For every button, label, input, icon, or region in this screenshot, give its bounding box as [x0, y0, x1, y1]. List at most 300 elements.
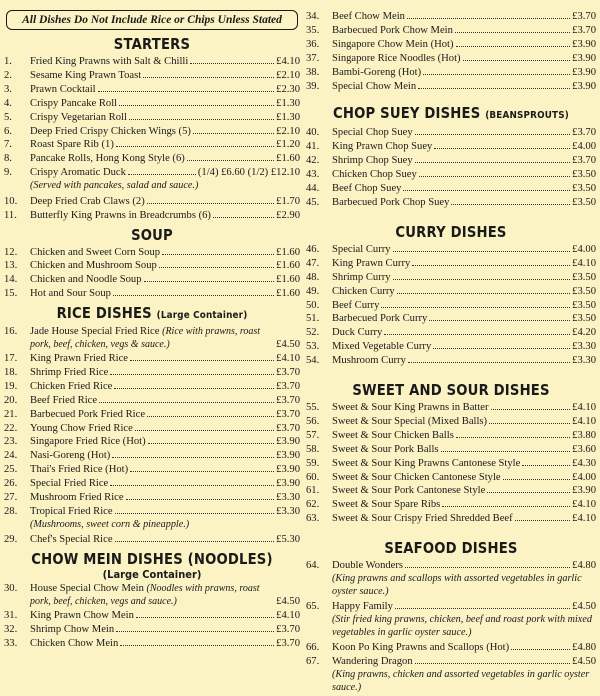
dot-leader: [434, 140, 570, 149]
rice-heading-subtitle: (Large Container): [156, 310, 248, 322]
dot-leader: [130, 352, 274, 361]
menu-item-row: [306, 415, 596, 429]
item-number: 4.: [4, 97, 12, 109]
special-item-row: [4, 326, 300, 352]
menu-item-row: [306, 457, 596, 471]
item-name: Barbecued Pork Chop Suey: [332, 196, 450, 208]
menu-item-row: [306, 126, 596, 140]
curry-list: [306, 243, 596, 368]
menu-item-row: [4, 408, 300, 422]
menu-item-row: [306, 38, 596, 52]
rice-list: [4, 352, 300, 547]
dot-leader: [130, 463, 274, 472]
item-name: Koon Po King Prawns and Scallops (Hot): [332, 642, 510, 654]
item-number: 5.: [4, 111, 12, 123]
item-price: £3.70: [572, 24, 596, 36]
item-number: 9.: [4, 167, 12, 179]
dot-leader: [144, 273, 275, 282]
menu-item-row: [306, 641, 596, 655]
rice-special: [4, 326, 300, 352]
menu-item-row: [306, 140, 596, 154]
item-name: King Prawn Fried Rice: [30, 353, 128, 364]
menu-item-row: [306, 471, 596, 485]
dot-leader: [433, 340, 570, 349]
menu-item-row: [306, 80, 596, 94]
menu-item-row: [306, 326, 596, 340]
menu-item-row: [4, 97, 300, 111]
item-number: 39.: [306, 80, 320, 92]
item-price: £2.10: [276, 69, 300, 81]
menu-item-row: [306, 559, 596, 573]
item-price: £3.90: [572, 485, 596, 497]
item-price: £3.50: [572, 285, 596, 297]
dot-leader: [384, 326, 570, 335]
item-name: Thai's Fried Rice (Hot): [30, 464, 129, 476]
dot-leader: [120, 637, 274, 646]
dot-leader: [393, 271, 571, 280]
item-price: £4.50: [276, 596, 300, 608]
seafood-list: [306, 559, 596, 694]
item-name: Sweet & Sour Special (Mixed Balls): [332, 415, 488, 427]
item-name: Young Chow Fried Rice: [30, 422, 133, 434]
menu-item-row: [306, 443, 596, 457]
item-number: 38.: [306, 66, 320, 78]
dot-leader: [99, 394, 274, 403]
dot-leader: [213, 209, 274, 218]
item-price: £3.80: [572, 429, 596, 441]
item-name: Beef Fried Rice: [30, 394, 98, 406]
menu-item-row: [4, 287, 300, 301]
item-price: £2.10: [276, 125, 300, 137]
special-item-row: [4, 583, 300, 609]
menu-item-row: [306, 498, 596, 512]
menu-item-row: [306, 182, 596, 196]
item-price: £1.60: [276, 246, 300, 258]
menu-item-row: [4, 246, 300, 260]
item-name: House Special Chow Mein: [30, 583, 144, 595]
menu-item-row: [306, 24, 596, 38]
menu-item-row: [4, 83, 300, 97]
item-number: 59.: [306, 457, 320, 469]
item-note: (Stir fried king prawns, chicken, beef and roast pork with mixed vegetables in garlic oyster sauce.): [332, 614, 592, 638]
item-number: 8.: [4, 153, 12, 165]
item-name: Mushroom Curry: [332, 355, 406, 367]
dot-leader: [193, 125, 274, 134]
item-name: Sweet & Sour King Prawns Cantonese Style: [332, 457, 521, 469]
menu-item-row: [4, 623, 300, 637]
dot-leader: [98, 83, 275, 92]
item-name: Chicken Chow Mein: [30, 638, 119, 649]
item-number: 31.: [4, 610, 18, 622]
item-number: 26.: [4, 478, 18, 490]
item-number: 25.: [4, 464, 18, 476]
item-note: (King prawns, chicken and assorted vegetables in garlic oyster sauce.): [332, 669, 590, 693]
item-number: 48.: [306, 271, 320, 283]
item-price: £4.10: [572, 402, 596, 414]
item-price: £1.70: [276, 195, 300, 207]
item-number: 53.: [306, 341, 320, 353]
item-name: Deep Fried Crab Claws (2): [30, 195, 145, 207]
item-number: 65.: [306, 601, 320, 613]
item-number: 37.: [306, 52, 320, 64]
item-number: 41.: [306, 141, 320, 153]
dot-leader: [522, 457, 570, 466]
dot-leader: [407, 10, 570, 19]
item-number: 12.: [4, 246, 18, 258]
item-price: £3.30: [276, 492, 300, 504]
menu-item-row: [306, 512, 596, 526]
item-price: £5.30: [276, 534, 300, 546]
item-price: £1.60: [276, 153, 300, 165]
chowmein-heading: CHOW MEIN DISHES (NOODLES): [31, 550, 273, 569]
item-number: 45.: [306, 196, 320, 208]
right-column: [306, 0, 596, 696]
item-price: £3.30: [572, 355, 596, 367]
item-price: £3.70: [572, 155, 596, 167]
item-number: 33.: [4, 638, 18, 649]
chopsuey-list: [306, 126, 596, 209]
item-name: Happy Family: [332, 601, 393, 613]
item-price: £3.90: [572, 80, 596, 92]
item-price: £3.90: [572, 52, 596, 64]
menu-item-row: [306, 10, 596, 24]
menu-item-row: [4, 195, 300, 209]
item-number: 55.: [306, 402, 320, 414]
item-number: 15.: [4, 288, 18, 300]
menu-item-row: [4, 55, 300, 69]
item-number: 35.: [306, 24, 320, 36]
menu-item-row: [4, 166, 300, 180]
dot-leader: [395, 600, 570, 609]
item-number: 47.: [306, 257, 320, 269]
item-number: 22.: [4, 422, 18, 434]
item-name: Sesame King Prawn Toast: [30, 69, 142, 81]
item-price: £3.50: [572, 183, 596, 195]
item-price: £4.50: [572, 656, 596, 668]
item-price: £3.50: [572, 299, 596, 311]
item-number: 17.: [4, 353, 18, 364]
item-name: Singapore Chow Mein (Hot): [332, 38, 454, 50]
item-number: 19.: [4, 380, 18, 392]
item-name: Beef Curry: [332, 299, 380, 311]
chopsuey-heading: [323, 105, 578, 124]
menu-item-row: [306, 312, 596, 326]
dot-leader: [147, 408, 274, 417]
item-number: 44.: [306, 183, 320, 195]
item-price: £3.30: [276, 505, 300, 517]
menu-item-row: [4, 491, 300, 505]
sweetsour-heading: SWEET AND SOUR DISHES: [352, 381, 550, 400]
rice-heading-title: RICE DISHES: [56, 304, 152, 323]
item-name: Mushroom Fried Rice: [30, 492, 124, 504]
special-item-text: [30, 583, 272, 609]
dot-leader: [405, 559, 570, 568]
dot-leader: [119, 97, 274, 106]
dot-leader: [162, 246, 274, 255]
item-name: Shrimp Fried Rice: [30, 366, 109, 378]
dot-leader: [110, 366, 274, 375]
menu-item-row: [4, 435, 300, 449]
dot-leader: [393, 243, 571, 252]
item-number: 57.: [306, 429, 320, 441]
item-price: £4.00: [572, 471, 596, 483]
item-number: 6.: [4, 125, 12, 137]
item-name: Nasi-Goreng (Hot): [30, 450, 111, 462]
item-number: 50.: [306, 299, 320, 311]
special-item-text: [30, 326, 272, 352]
menu-item-row: [306, 66, 596, 80]
item-name: Singapore Fried Rice (Hot): [30, 436, 146, 448]
dot-leader: [112, 449, 274, 458]
item-name: Special Curry: [332, 243, 391, 255]
item-price: £3.70: [276, 422, 300, 434]
item-name: Shrimp Curry: [332, 271, 391, 283]
item-name: Barbecued Pork Fried Rice: [30, 408, 146, 420]
dot-leader: [408, 354, 570, 363]
menu-item-row: [306, 168, 596, 182]
item-name: Sweet & Sour Pork Balls: [332, 443, 439, 455]
chowmein-cont-list: [306, 10, 596, 93]
dot-leader: [423, 66, 570, 75]
menu-item-row: [4, 209, 300, 223]
dot-leader: [187, 152, 274, 161]
item-name: Pancake Rolls, Hong Kong Style (6): [30, 153, 185, 165]
menu-item-row: [4, 380, 300, 394]
item-name: Sweet & Sour King Prawns in Batter: [332, 402, 489, 414]
left-column: [4, 0, 300, 651]
menu-item-row: [4, 394, 300, 408]
dot-leader: [116, 138, 274, 147]
menu-item-row: [4, 505, 300, 519]
menu-item-row: [306, 655, 596, 669]
item-description: (Rice with prawns, roast pork, beef, chicken, vegs & sauce.): [30, 326, 261, 351]
item-name: King Prawn Chow Mein: [30, 610, 134, 622]
item-name: Sweet & Sour Crispy Fried Shredded Beef: [332, 513, 513, 525]
item-number: 11.: [4, 209, 17, 221]
dot-leader: [114, 380, 274, 389]
dot-leader: [143, 69, 274, 78]
item-name: Jade House Special Fried Rice: [30, 326, 160, 338]
curry-heading: CURRY DISHES: [395, 222, 507, 241]
dot-leader: [489, 415, 570, 424]
soup-heading: SOUP: [131, 225, 173, 244]
menu-item-row: [306, 196, 596, 210]
dot-leader: [397, 285, 570, 294]
dot-leader: [113, 287, 274, 296]
menu-item-row: [4, 449, 300, 463]
menu-item-row: [4, 273, 300, 287]
notice-banner: All Dishes Do Not Include Rice or Chips Unless Stated: [6, 10, 298, 30]
item-price: £1.30: [276, 97, 300, 109]
item-number: 14.: [4, 274, 18, 286]
dot-leader: [415, 126, 571, 135]
dot-leader: [429, 312, 570, 321]
item-number: 10.: [4, 195, 18, 207]
item-price: £4.50: [276, 339, 300, 351]
dot-leader: [511, 641, 570, 650]
item-name: Crispy Pancake Roll: [30, 97, 118, 109]
menu-item-row: [4, 138, 300, 152]
dot-leader: [115, 533, 275, 542]
item-name: Sweet & Sour Spare Ribs: [332, 499, 441, 511]
dot-leader: [116, 623, 274, 632]
menu-item-row: [4, 609, 300, 623]
item-number: 64.: [306, 560, 320, 572]
item-number: 16.: [4, 326, 18, 338]
dot-leader: [491, 401, 571, 410]
item-name: King Prawn Curry: [332, 257, 411, 269]
menu-item-row: [306, 340, 596, 354]
soup-list: [4, 246, 300, 302]
item-price: £4.20: [572, 327, 596, 339]
dot-leader: [126, 491, 275, 500]
seafood-heading: SEAFOOD DISHES: [384, 539, 518, 558]
item-number: 36.: [306, 38, 320, 50]
item-number: 18.: [4, 366, 18, 378]
menu-item-row: [4, 152, 300, 166]
item-price: £3.90: [276, 478, 300, 490]
item-price: £1.60: [276, 288, 300, 300]
item-number: 13.: [4, 260, 18, 272]
dot-leader: [503, 471, 571, 480]
dot-leader: [115, 505, 275, 514]
item-price: £3.50: [572, 169, 596, 181]
item-name: Barbecued Pork Chow Mein: [332, 24, 453, 36]
item-price: £3.70: [572, 127, 596, 139]
item-name: Chicken Fried Rice: [30, 380, 113, 392]
item-price: £3.70: [276, 408, 300, 420]
item-number: 67.: [306, 656, 320, 668]
menu-item-row: [306, 257, 596, 271]
dot-leader: [128, 166, 196, 175]
item-name: Shrimp Chop Suey: [332, 155, 413, 167]
item-price: £1.60: [276, 274, 300, 286]
menu-item-row: [4, 125, 300, 139]
item-price: £1.60: [276, 260, 300, 272]
item-price: £4.00: [572, 243, 596, 255]
item-name: Tropical Fried Rice: [30, 505, 113, 517]
menu-item-row: [4, 637, 300, 651]
menu-item-row: [306, 429, 596, 443]
menu-item-row: [4, 259, 300, 273]
item-description: (Noodles with prawns, roast pork, beef, chicken, vegs and sauce.): [30, 583, 260, 608]
item-name: Roast Spare Rib (1): [30, 139, 114, 151]
menu-item-row: [306, 243, 596, 257]
starters-heading: STARTERS: [113, 35, 191, 53]
item-number: 62.: [306, 499, 320, 511]
item-price: £2.30: [276, 83, 300, 95]
chopsuey-heading-subtitle: (BEANSPROUTS): [485, 110, 569, 122]
item-number: 52.: [306, 327, 320, 339]
item-number: 46.: [306, 243, 320, 255]
item-name: Double Wonders: [332, 560, 404, 572]
menu-item-row: [4, 463, 300, 477]
menu-item-row: [306, 285, 596, 299]
dot-leader: [418, 80, 570, 89]
item-price: (1/4) £6.60 (1/2) £12.10: [197, 167, 300, 179]
item-number: 54.: [306, 355, 320, 367]
item-name: Hot and Sour Soup: [30, 288, 111, 300]
item-note: (King prawns and scallops with assorted vegetables in garlic oyster sauce.): [332, 573, 582, 597]
menu-item-row: [306, 354, 596, 368]
item-price: £3.70: [276, 366, 300, 378]
dot-leader: [190, 55, 274, 64]
chopsuey-heading-title: CHOP SUEY DISHES: [333, 104, 481, 123]
item-number: 40.: [306, 127, 320, 139]
item-price: £2.90: [276, 209, 300, 221]
item-number: 23.: [4, 436, 18, 448]
item-name: Deep Fried Crispy Chicken Wings (5): [30, 125, 191, 137]
item-name: Fried King Prawns with Salt & Chilli: [30, 56, 189, 67]
menu-item-row: [4, 352, 300, 366]
item-price: £3.90: [276, 436, 300, 448]
dot-leader: [487, 484, 570, 493]
item-price: £3.70: [276, 394, 300, 406]
item-number: 42.: [306, 155, 320, 167]
dot-leader: [451, 196, 570, 205]
dot-leader: [415, 154, 571, 163]
dot-leader: [129, 111, 274, 120]
menu-item-row: [4, 533, 300, 547]
dot-leader: [135, 422, 274, 431]
item-name: Sweet & Sour Chicken Cantonese Style: [332, 471, 501, 483]
item-price: £3.50: [572, 196, 596, 208]
item-name: Special Chow Mein: [332, 80, 417, 92]
item-price: £4.80: [572, 560, 596, 572]
item-name: Special Chop Suey: [332, 127, 413, 139]
item-name: Singapore Rice Noodles (Hot): [332, 52, 461, 64]
item-number: 2.: [4, 69, 12, 81]
item-number: 24.: [4, 450, 18, 462]
item-number: 28.: [4, 505, 18, 517]
chowmein-list: [4, 609, 300, 651]
menu-item-row: [4, 111, 300, 125]
item-number: 21.: [4, 408, 18, 420]
dot-leader: [441, 443, 571, 452]
dot-leader: [148, 435, 275, 444]
item-number: 32.: [4, 624, 18, 636]
item-number: 1.: [4, 56, 12, 67]
rice-heading: [22, 305, 282, 324]
dot-leader: [147, 195, 274, 204]
item-price: £3.60: [572, 443, 596, 455]
item-name: Wandering Dragon: [332, 656, 413, 668]
item-price: £4.10: [572, 513, 596, 525]
item-price: £4.50: [572, 601, 596, 613]
item-price: £3.70: [572, 11, 596, 22]
item-price: £4.80: [572, 642, 596, 654]
item-name: Chicken and Mushroom Soup: [30, 260, 157, 272]
item-number: 43.: [306, 169, 320, 181]
item-number: 60.: [306, 471, 320, 483]
dot-leader: [515, 512, 570, 521]
item-price: £3.70: [276, 638, 300, 649]
item-name: Barbecued Pork Curry: [332, 313, 428, 325]
item-number: 20.: [4, 394, 18, 406]
dot-leader: [381, 299, 570, 308]
item-name: Sweet & Sour Pork Cantonese Style: [332, 485, 486, 497]
item-number: 63.: [306, 513, 320, 525]
item-price: £4.00: [572, 141, 596, 153]
item-price: £3.90: [572, 66, 596, 78]
item-name: Sweet & Sour Chicken Balls: [332, 429, 454, 441]
item-name: Duck Curry: [332, 327, 383, 339]
item-number: 7.: [4, 139, 12, 151]
dot-leader: [136, 609, 274, 618]
item-price: £3.50: [572, 313, 596, 325]
item-name: King Prawn Chop Suey: [332, 141, 433, 153]
item-name: Crispy Aromatic Duck: [30, 167, 126, 179]
